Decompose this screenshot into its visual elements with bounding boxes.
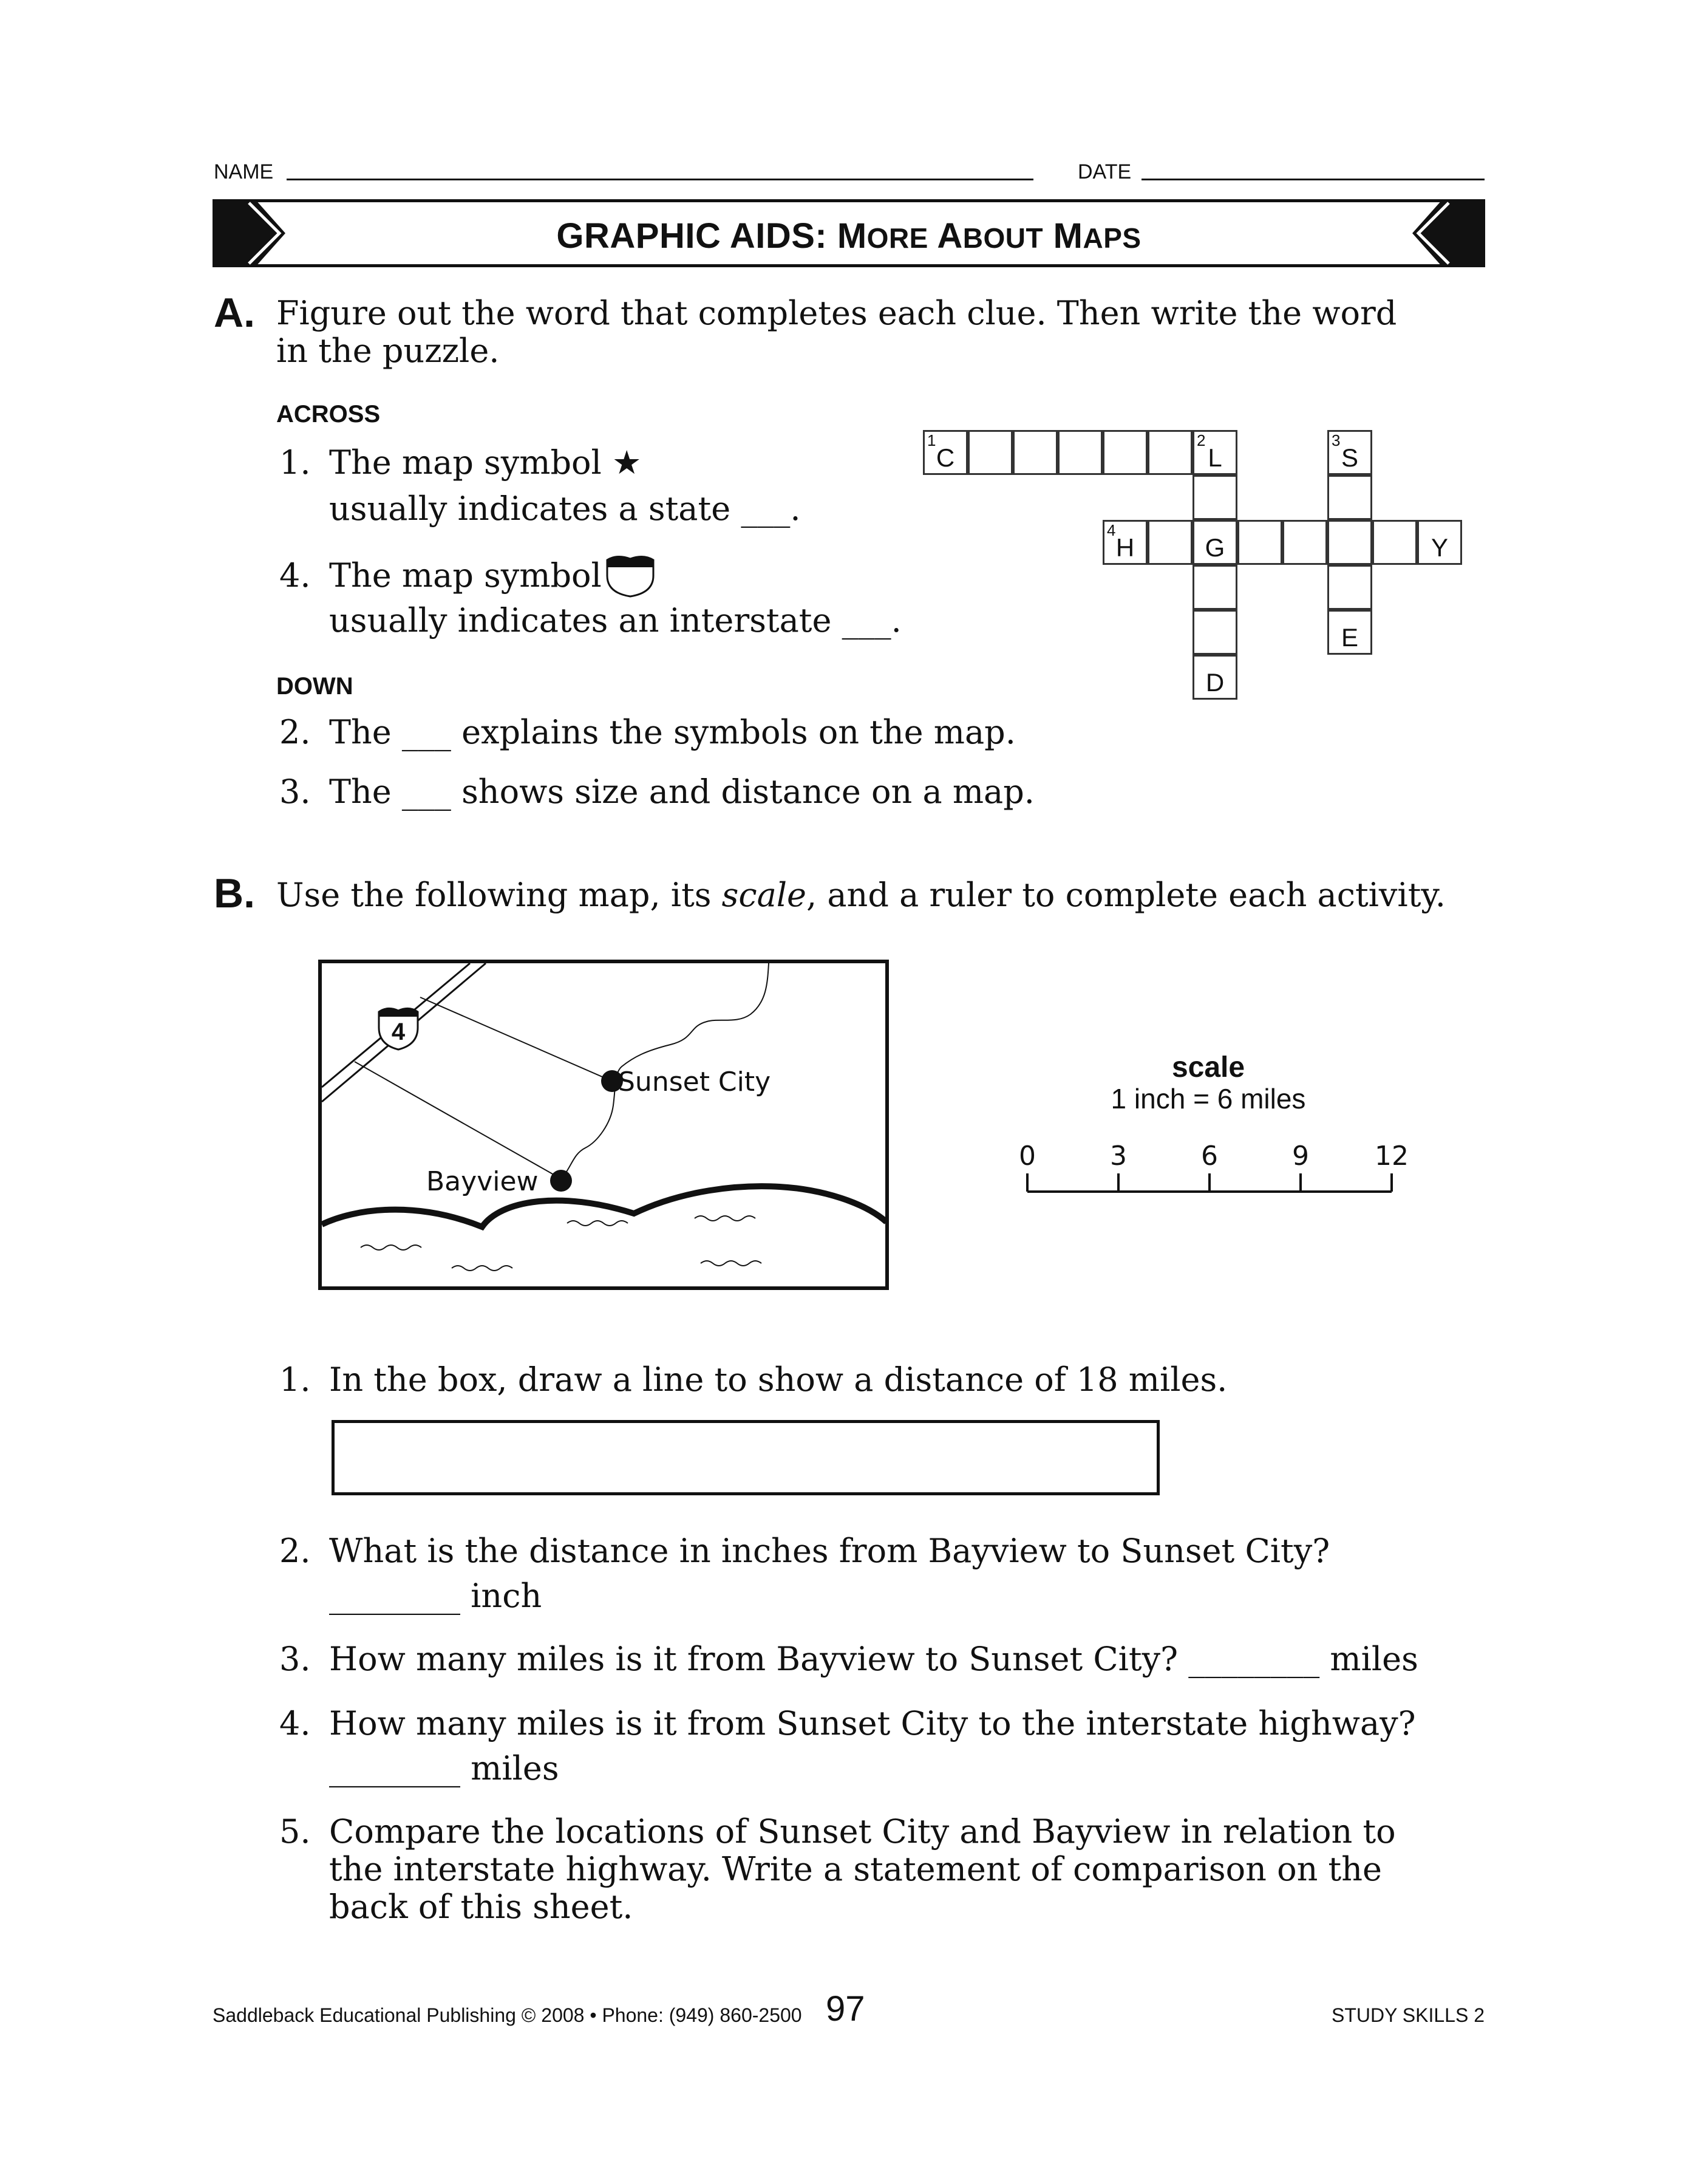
scale-tick-label: 0 [1019,1141,1036,1172]
crossword-cell[interactable]: 1 C [923,430,968,475]
question-2-number: 2. [279,1532,311,1570]
crossword-cell[interactable] [1372,520,1417,565]
down-heading: DOWN [276,673,353,700]
crossword-cell[interactable]: D [1193,655,1237,700]
question-1-number: 1. [279,1360,311,1399]
section-a-letter: A. [214,290,255,336]
bayview-dot-icon [550,1170,572,1192]
sunset-city-label: Sunset City [618,1067,771,1097]
scale-ratio: 1 inch = 6 miles [1111,1083,1306,1114]
across-clue-1-line1: The map symbol ★ [329,443,642,482]
question-5-line2: the interstate highway. Write a statement of comparison on the [329,1850,1382,1888]
question-2-text: What is the distance in inches from Bayview to Sunset City? [329,1532,1330,1570]
crossword-cell[interactable]: Y [1417,520,1462,565]
crossword-cell[interactable] [1327,475,1372,520]
question-1-text: In the box, draw a line to show a distance of 18 miles. [329,1360,1228,1399]
question-5-line1: Compare the locations of Sunset City and Bayview in relation to [329,1812,1396,1851]
crossword-cell[interactable]: E [1327,610,1372,655]
interstate-shield-icon [604,551,657,599]
crossword-cell[interactable] [1237,520,1282,565]
scale-tick-label: 9 [1292,1141,1309,1172]
crossword-cell[interactable] [1327,565,1372,610]
book-title: STUDY SKILLS 2 [1332,2004,1485,2026]
name-field[interactable] [287,179,1033,180]
interstate-number: 4 [391,1019,406,1045]
page-title: GRAPHIC AIDS: MORE ABOUT MAPS [556,216,1142,256]
down-clue-3-text: The ___ shows size and distance on a map. [329,773,1035,811]
crossword-cell[interactable] [1282,520,1327,565]
across-clue-1-line2: usually indicates a state ___. [329,490,801,528]
question-5-number: 5. [279,1812,311,1851]
crossword-cell[interactable] [1193,610,1237,655]
crossword-cell[interactable] [968,430,1013,475]
scale-tick-label: 12 [1375,1141,1409,1172]
down-clue-2-number: 2. [279,713,311,751]
down-clue-3-number: 3. [279,773,311,811]
section-b-letter: B. [214,870,255,916]
crossword-cell[interactable] [1327,520,1372,565]
across-heading: ACROSS [276,401,381,428]
draw-line-answer-box[interactable] [332,1420,1160,1495]
section-a-instruction-line1: Figure out the word that completes each clue. Then write the word [276,294,1397,332]
name-label: NAME [214,160,274,183]
scale-tick-label: 6 [1201,1141,1218,1172]
crossword-cell[interactable] [1148,430,1193,475]
crossword-cell[interactable] [1013,430,1058,475]
crossword-cell[interactable] [1103,430,1148,475]
crossword-cell[interactable] [1058,430,1103,475]
across-clue-4-number: 4. [279,556,311,595]
down-clue-2-text: The ___ explains the symbols on the map. [329,713,1016,751]
scale-bar [1008,1136,1421,1203]
section-b-instruction: Use the following map, its scale, and a ruler to complete each activity. [276,876,1446,914]
date-label: DATE [1078,160,1132,183]
crossword-cell[interactable] [1193,565,1237,610]
map-figure [318,960,889,1290]
crossword-cell[interactable] [1148,520,1193,565]
crossword-cell[interactable]: 4 H [1103,520,1148,565]
title-banner [214,199,1483,267]
question-2-answer[interactable]: ________ inch [329,1577,542,1615]
scale-title: scale [1171,1051,1245,1084]
crossword-cell[interactable] [1193,475,1237,520]
across-clue-4-line2: usually indicates an interstate ___. [329,601,902,640]
question-4-text: How many miles is it from Sunset City to the interstate highway? [329,1704,1416,1742]
page-number: 97 [826,1989,865,2029]
question-5-line3: back of this sheet. [329,1888,633,1926]
question-4-answer[interactable]: ________ miles [329,1749,559,1787]
question-4-number: 4. [279,1704,311,1742]
scale-tick-label: 3 [1110,1141,1127,1172]
question-3-text[interactable]: How many miles is it from Bayview to Sunset City? ________ miles [329,1640,1418,1678]
crossword-cell[interactable]: 2 L [1193,430,1237,475]
publisher-credit: Saddleback Educational Publishing © 2008 • Phone: (949) 860-2500 [213,2004,802,2026]
date-field[interactable] [1142,179,1485,180]
crossword-cell[interactable]: G [1193,520,1237,565]
question-3-number: 3. [279,1640,311,1678]
crossword-cell[interactable]: 3 S [1327,430,1372,475]
across-clue-1-number: 1. [279,443,311,482]
bayview-label: Bayview [426,1166,539,1197]
across-clue-4-line1: The map symbol [329,556,602,595]
section-a-instruction-line2: in the puzzle. [276,332,500,370]
